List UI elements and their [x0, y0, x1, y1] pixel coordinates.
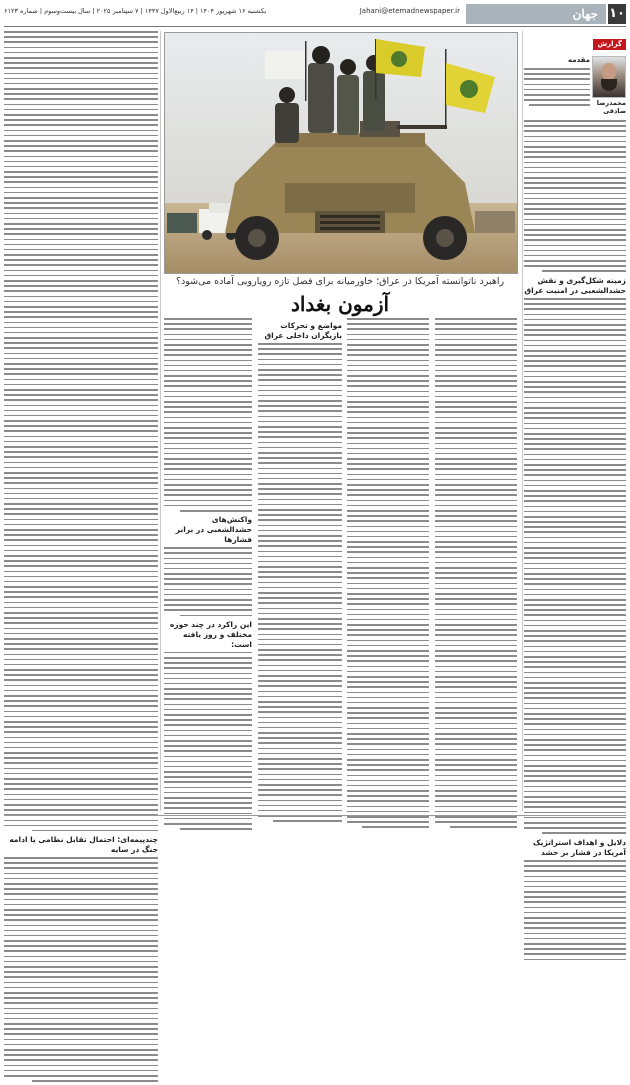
article-column-1 — [435, 318, 517, 832]
footer-rule — [4, 815, 626, 816]
article-subheading-2: واکنش‌های حشدالشعبی در برابر فشارها — [175, 515, 252, 545]
author-photo — [592, 56, 626, 98]
page-header — [4, 4, 626, 28]
section-email[interactable]: Jahani@etemadnewspaper.ir — [359, 7, 460, 15]
article-headline: آزمون بغداد — [290, 292, 390, 316]
right-subheading-1: زمینه شکل‌گیری و نقش حشدالشعبی در امنیت عراق — [524, 276, 626, 296]
section-title: جهان — [466, 4, 606, 24]
right-subheading-2: دلایل و اهداف استراتژیک آمریکا در فشار بر حشد — [532, 837, 626, 857]
page-number: ۱۰ — [608, 4, 626, 24]
article-subheading-1: مواضع و تحرکات بازیگران داخلی عراق — [264, 321, 342, 340]
article-column-4 — [164, 318, 252, 833]
date-line: یکشنبه ۱۶ شهریور ۱۴۰۴ | ۱۴ ربیع‌الاول ۱۴۴۷ | ۷ سپتامبر ۲۰۲۵ | سال بیست‌وسوم | شماره ۶۱۲۳ — [4, 7, 267, 15]
intro-heading: مقدمه — [568, 56, 590, 64]
article-column-2 — [347, 318, 429, 832]
right-column-text-1 — [524, 120, 626, 272]
header-rule — [4, 26, 626, 27]
column-divider — [522, 31, 523, 811]
right-column-text-2 — [524, 298, 626, 834]
author-box — [524, 52, 626, 120]
right-column-text-3 — [524, 860, 626, 960]
intro-text — [524, 68, 590, 110]
article-subheading-3: این راکرد در چند حوزه مختلف و روز یافته است: — [169, 619, 252, 649]
article-subheading-4: چندپیمه‌ای: احتمال تقابل نظامی یا ادامه جنگ در سایه — [9, 835, 158, 855]
article-kicker: راهبرد ناتوانسته آمریکا در عراق؛ خاورمیانه برای فصل تازه رویارویی آماده می‌شود؟ — [175, 276, 505, 287]
report-label: گزارش — [593, 39, 626, 50]
right-column — [524, 31, 626, 857]
left-column — [4, 31, 158, 1085]
article-column-3 — [258, 318, 342, 825]
column-divider — [160, 31, 161, 811]
author-name: محمدرضا صادقی — [596, 99, 626, 115]
article-photo — [164, 32, 518, 274]
